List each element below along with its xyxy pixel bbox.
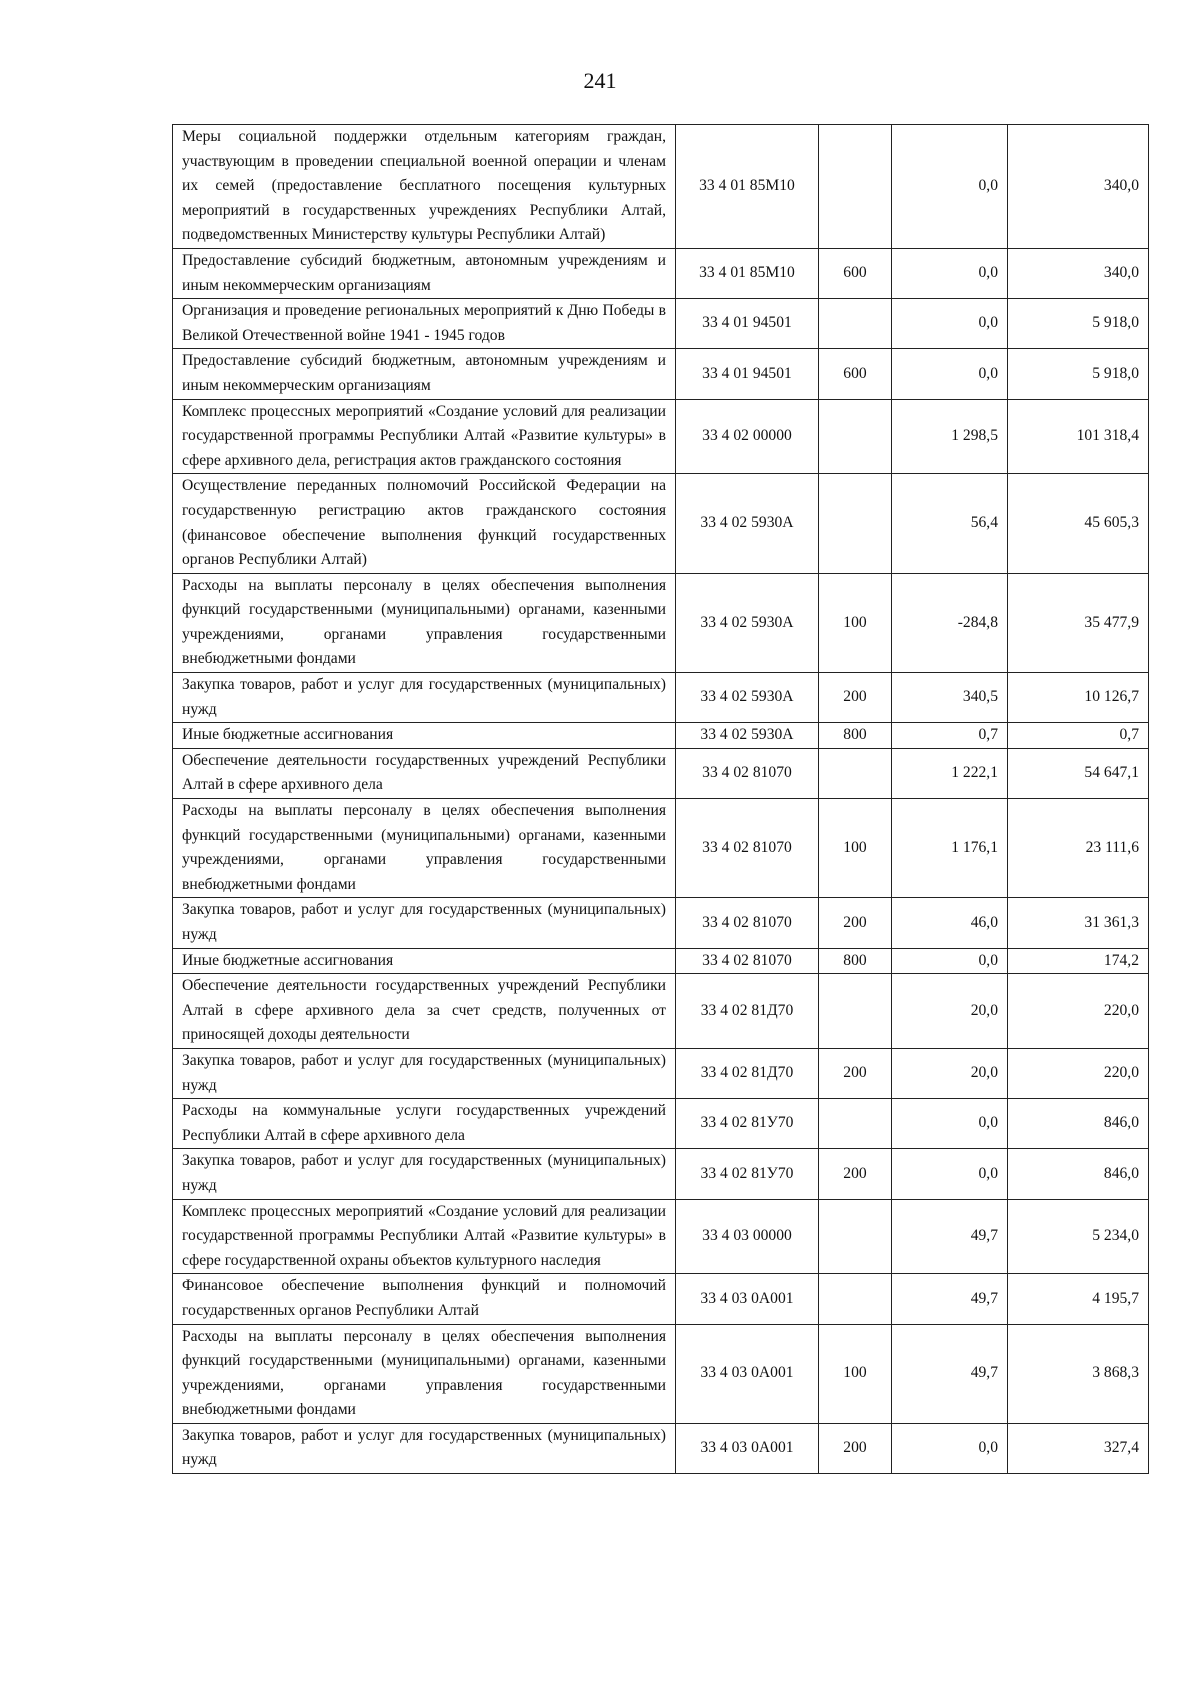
expense-name-cell: Закупка товаров, работ и услуг для государственных (муниципальных) нужд: [173, 1423, 676, 1473]
page-number: 241: [583, 68, 617, 93]
amount-change-cell: 0,0: [892, 349, 1008, 399]
table-row: [173, 723, 1149, 749]
amount-change-cell: 1 298,5: [892, 399, 1008, 474]
target-code-cell: 33 4 03 0А001: [676, 1274, 819, 1324]
amount-change-cell: 49,7: [892, 1324, 1008, 1423]
table-row: [173, 673, 1149, 723]
budget-table-body: [173, 125, 1149, 1474]
expense-name-cell: Закупка товаров, работ и услуг для государственных (муниципальных) нужд: [173, 673, 676, 723]
expense-type-cell: [819, 748, 892, 798]
target-code-cell: 33 4 02 5930А: [676, 474, 819, 573]
target-code-cell: 33 4 02 5930А: [676, 723, 819, 749]
target-code-cell: 33 4 02 5930А: [676, 573, 819, 672]
expense-type-cell: 600: [819, 349, 892, 399]
amount-change-cell: 0,0: [892, 1099, 1008, 1149]
amount-total-cell: 220,0: [1008, 1048, 1149, 1098]
amount-change-cell: 0,0: [892, 1423, 1008, 1473]
amount-change-cell: 49,7: [892, 1274, 1008, 1324]
expense-name-cell: Организация и проведение региональных мероприятий к Дню Победы в Великой Отечественной войне 1941 - 1945 годов: [173, 299, 676, 349]
table-row: [173, 1423, 1149, 1473]
amount-total-cell: 3 868,3: [1008, 1324, 1149, 1423]
target-code-cell: 33 4 03 0А001: [676, 1423, 819, 1473]
amount-total-cell: 35 477,9: [1008, 573, 1149, 672]
table-row: [173, 1099, 1149, 1149]
target-code-cell: 33 4 02 81070: [676, 748, 819, 798]
expense-name-cell: Комплекс процессных мероприятий «Создание условий для реализации государственной программы Республики Алтай «Развитие культуры» в сфере архивного дела, регистрация актов гражданского состояния: [173, 399, 676, 474]
expense-name-cell: Иные бюджетные ассигнования: [173, 723, 676, 749]
amount-total-cell: 174,2: [1008, 948, 1149, 974]
table-row: [173, 1199, 1149, 1274]
amount-change-cell: 0,0: [892, 299, 1008, 349]
expense-name-cell: Обеспечение деятельности государственных учреждений Республики Алтай в сфере архивного дела за счет средств, полученных от приносящей доходы деятельности: [173, 974, 676, 1049]
target-code-cell: 33 4 02 5930А: [676, 673, 819, 723]
target-code-cell: 33 4 03 0А001: [676, 1324, 819, 1423]
amount-total-cell: 23 111,6: [1008, 799, 1149, 898]
table-row: [173, 974, 1149, 1049]
amount-change-cell: 1 222,1: [892, 748, 1008, 798]
expense-type-cell: [819, 1274, 892, 1324]
expense-name-cell: Закупка товаров, работ и услуг для государственных (муниципальных) нужд: [173, 898, 676, 948]
expense-type-cell: 600: [819, 248, 892, 298]
target-code-cell: 33 4 03 00000: [676, 1199, 819, 1274]
expense-name-cell: Предоставление субсидий бюджетным, автономным учреждениям и иным некоммерческим организациям: [173, 349, 676, 399]
amount-change-cell: 1 176,1: [892, 799, 1008, 898]
expense-type-cell: 800: [819, 948, 892, 974]
amount-total-cell: 45 605,3: [1008, 474, 1149, 573]
target-code-cell: 33 4 02 81070: [676, 948, 819, 974]
expense-type-cell: [819, 299, 892, 349]
expense-type-cell: 100: [819, 1324, 892, 1423]
table-row: [173, 948, 1149, 974]
amount-total-cell: 10 126,7: [1008, 673, 1149, 723]
expense-type-cell: 200: [819, 1048, 892, 1098]
amount-total-cell: 846,0: [1008, 1149, 1149, 1199]
table-row: [173, 248, 1149, 298]
amount-change-cell: 46,0: [892, 898, 1008, 948]
expense-name-cell: Осуществление переданных полномочий Российской Федерации на государственную регистрацию актов гражданского состояния (финансовое обеспечение выполнения функций государственных органов Республики Алтай): [173, 474, 676, 573]
table-row: [173, 299, 1149, 349]
expense-name-cell: Финансовое обеспечение выполнения функций и полномочий государственных органов Республики Алтай: [173, 1274, 676, 1324]
amount-total-cell: 340,0: [1008, 248, 1149, 298]
expense-type-cell: 100: [819, 573, 892, 672]
amount-total-cell: 5 918,0: [1008, 349, 1149, 399]
amount-total-cell: 340,0: [1008, 125, 1149, 249]
amount-change-cell: 0,0: [892, 948, 1008, 974]
expense-type-cell: [819, 1199, 892, 1274]
target-code-cell: 33 4 01 94501: [676, 299, 819, 349]
expense-name-cell: Расходы на выплаты персоналу в целях обеспечения выполнения функций государственными (муниципальными) органами, казенными учреждениями, органами управления государственными внебюджетными фондами: [173, 573, 676, 672]
amount-total-cell: 31 361,3: [1008, 898, 1149, 948]
expense-name-cell: Закупка товаров, работ и услуг для государственных (муниципальных) нужд: [173, 1149, 676, 1199]
expense-type-cell: 200: [819, 673, 892, 723]
table-row: [173, 748, 1149, 798]
expense-name-cell: Предоставление субсидий бюджетным, автономным учреждениям и иным некоммерческим организациям: [173, 248, 676, 298]
table-row: [173, 1149, 1149, 1199]
expense-type-cell: 200: [819, 1149, 892, 1199]
target-code-cell: 33 4 02 81У70: [676, 1149, 819, 1199]
table-row: [173, 898, 1149, 948]
expense-name-cell: Расходы на выплаты персоналу в целях обеспечения выполнения функций государственными (муниципальными) органами, казенными учреждениями, органами управления государственными внебюджетными фондами: [173, 1324, 676, 1423]
amount-total-cell: 0,7: [1008, 723, 1149, 749]
table-row: [173, 799, 1149, 898]
amount-change-cell: 0,7: [892, 723, 1008, 749]
table-row: [173, 349, 1149, 399]
amount-change-cell: 0,0: [892, 125, 1008, 249]
amount-change-cell: 49,7: [892, 1199, 1008, 1274]
target-code-cell: 33 4 02 81070: [676, 799, 819, 898]
expense-name-cell: Обеспечение деятельности государственных учреждений Республики Алтай в сфере архивного дела: [173, 748, 676, 798]
expense-type-cell: 200: [819, 1423, 892, 1473]
table-row: [173, 125, 1149, 249]
amount-total-cell: 5 918,0: [1008, 299, 1149, 349]
expense-type-cell: [819, 399, 892, 474]
target-code-cell: 33 4 02 81070: [676, 898, 819, 948]
expense-name-cell: Меры социальной поддержки отдельным категориям граждан, участвующим в проведении специальной военной операции и членам их семей (предоставление бесплатного посещения культурных мероприятий в государственных учреждениях Республики Алтай, подведомственных Министерству культуры Республики Алтай): [173, 125, 676, 249]
amount-change-cell: 0,0: [892, 1149, 1008, 1199]
expense-type-cell: 200: [819, 898, 892, 948]
target-code-cell: 33 4 02 81У70: [676, 1099, 819, 1149]
target-code-cell: 33 4 02 81Д70: [676, 974, 819, 1049]
amount-total-cell: 5 234,0: [1008, 1199, 1149, 1274]
target-code-cell: 33 4 01 85М10: [676, 125, 819, 249]
table-row: [173, 1048, 1149, 1098]
expense-type-cell: 100: [819, 799, 892, 898]
expense-type-cell: [819, 974, 892, 1049]
budget-table: [172, 124, 1149, 1474]
target-code-cell: 33 4 02 81Д70: [676, 1048, 819, 1098]
amount-change-cell: -284,8: [892, 573, 1008, 672]
table-row: [173, 474, 1149, 573]
expense-name-cell: Закупка товаров, работ и услуг для государственных (муниципальных) нужд: [173, 1048, 676, 1098]
amount-change-cell: 0,0: [892, 248, 1008, 298]
expense-type-cell: [819, 125, 892, 249]
expense-name-cell: Расходы на коммунальные услуги государственных учреждений Республики Алтай в сфере архивного дела: [173, 1099, 676, 1149]
expense-type-cell: [819, 1099, 892, 1149]
amount-change-cell: 20,0: [892, 1048, 1008, 1098]
amount-total-cell: 846,0: [1008, 1099, 1149, 1149]
amount-total-cell: 101 318,4: [1008, 399, 1149, 474]
expense-type-cell: [819, 474, 892, 573]
table-row: [173, 1324, 1149, 1423]
table-row: [173, 573, 1149, 672]
amount-change-cell: 340,5: [892, 673, 1008, 723]
amount-change-cell: 20,0: [892, 974, 1008, 1049]
amount-total-cell: 327,4: [1008, 1423, 1149, 1473]
target-code-cell: 33 4 01 85М10: [676, 248, 819, 298]
target-code-cell: 33 4 02 00000: [676, 399, 819, 474]
table-row: [173, 1274, 1149, 1324]
amount-total-cell: 4 195,7: [1008, 1274, 1149, 1324]
expense-name-cell: Расходы на выплаты персоналу в целях обеспечения выполнения функций государственными (муниципальными) органами, казенными учреждениями, органами управления государственными внебюджетными фондами: [173, 799, 676, 898]
expense-name-cell: Иные бюджетные ассигнования: [173, 948, 676, 974]
target-code-cell: 33 4 01 94501: [676, 349, 819, 399]
expense-type-cell: 800: [819, 723, 892, 749]
table-row: [173, 399, 1149, 474]
amount-change-cell: 56,4: [892, 474, 1008, 573]
amount-total-cell: 54 647,1: [1008, 748, 1149, 798]
amount-total-cell: 220,0: [1008, 974, 1149, 1049]
expense-name-cell: Комплекс процессных мероприятий «Создание условий для реализации государственной программы Республики Алтай «Развитие культуры» в сфере государственной охраны объектов культурного наследия: [173, 1199, 676, 1274]
